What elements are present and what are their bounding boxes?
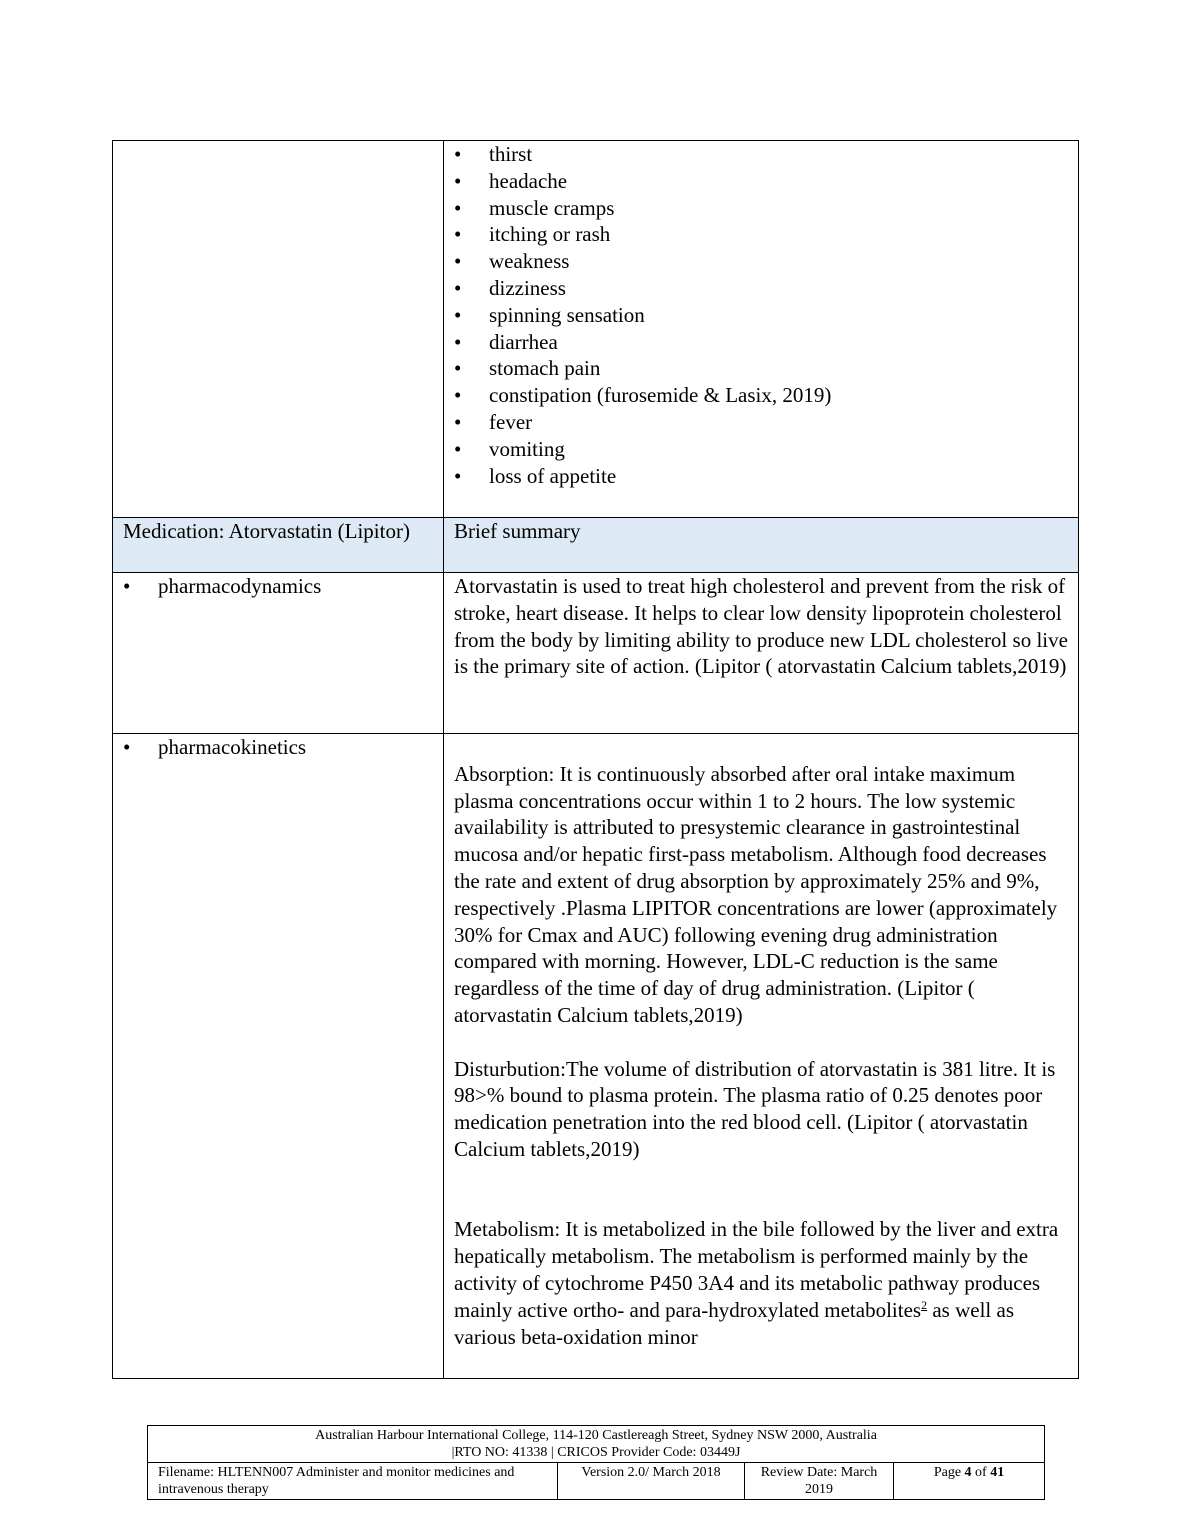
page-of: of — [971, 1465, 991, 1480]
summary-header: Brief summary — [444, 518, 1079, 573]
page-prefix: Page — [933, 1465, 965, 1480]
footer-page-number — [894, 1463, 1045, 1500]
list-item: • itching or rash — [454, 221, 1068, 248]
list-item: • weakness — [454, 248, 1068, 275]
college-info — [148, 1426, 1045, 1463]
pharmacodynamics-row — [113, 573, 1079, 734]
footer-review-date: Review Date: March 2019 — [745, 1463, 894, 1500]
pharmacokinetics-label: • pharmacokinetics — [123, 734, 433, 761]
symptoms-list — [454, 141, 1068, 489]
list-item: • muscle cramps — [454, 195, 1068, 222]
list-item: • stomach pain — [454, 355, 1068, 382]
footer-version: Version 2.0/ March 2018 — [558, 1463, 745, 1500]
list-item: • thirst — [454, 141, 1068, 168]
list-item: • spinning sensation — [454, 302, 1068, 329]
absorption-paragraph: Absorption: It is continuously absorbed after oral intake maximum plasma concentrations occur within 1 to 2 hours. The low systemic availability is attributed to presystemic clearance in gastrointestinal mucosa and/or hepatic first-pass metabolism. Although food decreases the rate and extent of drug absorption by approximately 25% and 9%, respectively .Plasma LIPITOR concentrations are lower (approximately 30% for Cmax and AUC) following evening drug administration compared with morning. However, LDL-C reduction is the same regardless of the time of day of drug administration. (Lipitor ( atorvastatin Calcium tablets,2019) — [454, 761, 1058, 1027]
symptoms-left-cell — [113, 141, 444, 518]
pharmacokinetics-label-cell — [113, 734, 444, 1379]
list-item: • loss of appetite — [454, 463, 1068, 490]
list-item: • diarrhea — [454, 329, 1068, 356]
college-address: Australian Harbour International College, 114-120 Castlereagh Street, Sydney NSW 2000, Australia — [315, 1428, 877, 1443]
list-item: • headache — [454, 168, 1068, 195]
footnote-ref-link[interactable]: 2 — [921, 1297, 928, 1312]
metabolism-text-cont: as well as various beta-oxidation minor — [454, 1297, 1014, 1349]
distribution-paragraph: Disturbution:The volume of distribution of atorvastatin is 381 litre. It is 98>% bound to plasma protein. The plasma ratio of 0.25 denotes poor medication penetration into the red blood cell. (Lipitor ( atorvastatin Calcium tablets,2019) — [454, 1056, 1056, 1161]
page-footer — [147, 1425, 1045, 1500]
symptoms-row — [113, 141, 1079, 518]
symptoms-cell — [444, 141, 1079, 518]
metabolism-text: Metabolism: It is metabolized in the bile followed by the liver and extra hepatically metabolism. The metabolism is performed mainly by the activity of cytochrome P450 3A4 and its metabolic pathway produces mainly active ortho- and para-hydroxylated metabolites — [454, 1217, 1059, 1322]
college-codes: |RTO NO: 41338 | CRICOS Provider Code: 03449J — [451, 1445, 741, 1460]
medication-table — [112, 140, 1079, 1379]
pharmacodynamics-label-cell — [113, 573, 444, 734]
list-item: • constipation (furosemide & Lasix, 2019) — [454, 382, 1068, 409]
page-total: 41 — [990, 1465, 1005, 1480]
page-current: 4 — [964, 1465, 972, 1480]
list-item: • dizziness — [454, 275, 1068, 302]
metabolism-paragraph — [454, 1216, 1068, 1350]
pharmacokinetics-cell — [444, 734, 1079, 1379]
table-header-row — [113, 518, 1079, 573]
pharmacodynamics-text: Atorvastatin is used to treat high cholesterol and prevent from the risk of stroke, heart disease. It helps to clear low density lipoprotein cholesterol from the body by limiting ability to produce new LDL cholesterol so live is the primary site of action. (Lipitor ( atorvastatin Calcium tablets,2019) — [444, 573, 1079, 734]
list-item: • fever — [454, 409, 1068, 436]
pharmacodynamics-label: • pharmacodynamics — [123, 573, 433, 600]
pharmacokinetics-row — [113, 734, 1079, 1379]
list-item: • vomiting — [454, 436, 1068, 463]
footer-filename: Filename: HLTENN007 Administer and monitor medicines and intravenous therapy — [148, 1463, 558, 1500]
medication-header: Medication: Atorvastatin (Lipitor) — [113, 518, 444, 573]
